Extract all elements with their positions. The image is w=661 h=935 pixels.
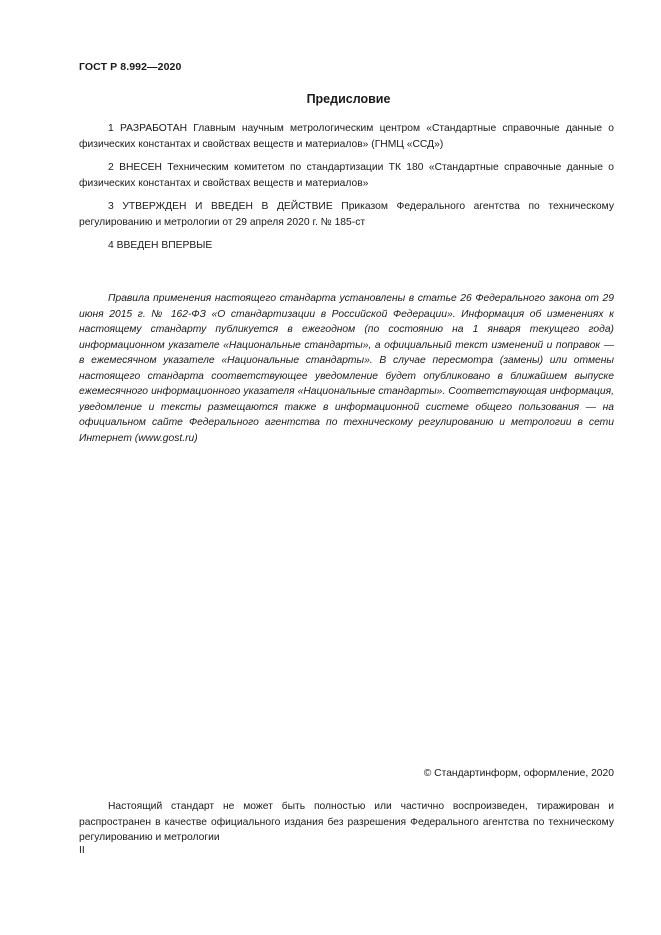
copyright-line: © Стандартинформ, оформление, 2020 xyxy=(423,768,614,779)
document-code: ГОСТ Р 8.992—2020 xyxy=(79,61,182,73)
page-title: Предисловие xyxy=(306,92,391,106)
reproduction-notice: Настоящий стандарт не может быть полностью или частично воспроизведен, тиражирован и распространен в качестве официального издания без разрешения Федерального агентства по техническому регулированию и метрологии xyxy=(79,801,614,843)
foreword-item-approved: 3 УТВЕРЖДЕН И ВВЕДЕН В ДЕЙСТВИЕ Приказом Федерального агентства по техническому регулированию и метрологии от 29 апреля 2020 г. № 185-ст xyxy=(79,201,614,228)
foreword-item-developed: 1 РАЗРАБОТАН Главным научным метрологическим центром «Стандартные справочные данные о физических константах и свойствах веществ и материалов» (ГНМЦ «ССД») xyxy=(79,123,614,150)
page-number: II xyxy=(79,845,85,856)
application-rules-notice: Правила применения настоящего стандарта установлены в статье 26 Федерального закона от 29 июня 2015 г. № 162-ФЗ «О стандартизации в Российской Федерации». Информация об изменениях к настоящему стандарту публикуется в ежегодном (по состоянию на 1 января текущего года) информационном указателе «Национальные стандарты», а официальный текст изменений и поправок — в ежемесячном указателе «Национальные стандарты». В случае пересмотра (замены) или отмены настоящего стандарта соответствующее уведомление будет опубликовано в ближайшем выпуске ежемесячного информационного указателя «Национальные стандарты». Соответствующая информация, уведомление и тексты размещаются также в информационной системе общего пользования — на официальном сайте Федерального агентства по техническому регулированию и метрологии в сети Интернет (www.gost.ru) xyxy=(79,293,614,444)
foreword-item-introduced: 4 ВВЕДЕН ВПЕРВЫЕ xyxy=(108,240,213,251)
foreword-item-submitted: 2 ВНЕСЕН Техническим комитетом по стандартизации ТК 180 «Стандартные справочные данные о физических константах и свойствах веществ и материалов» xyxy=(79,162,614,189)
